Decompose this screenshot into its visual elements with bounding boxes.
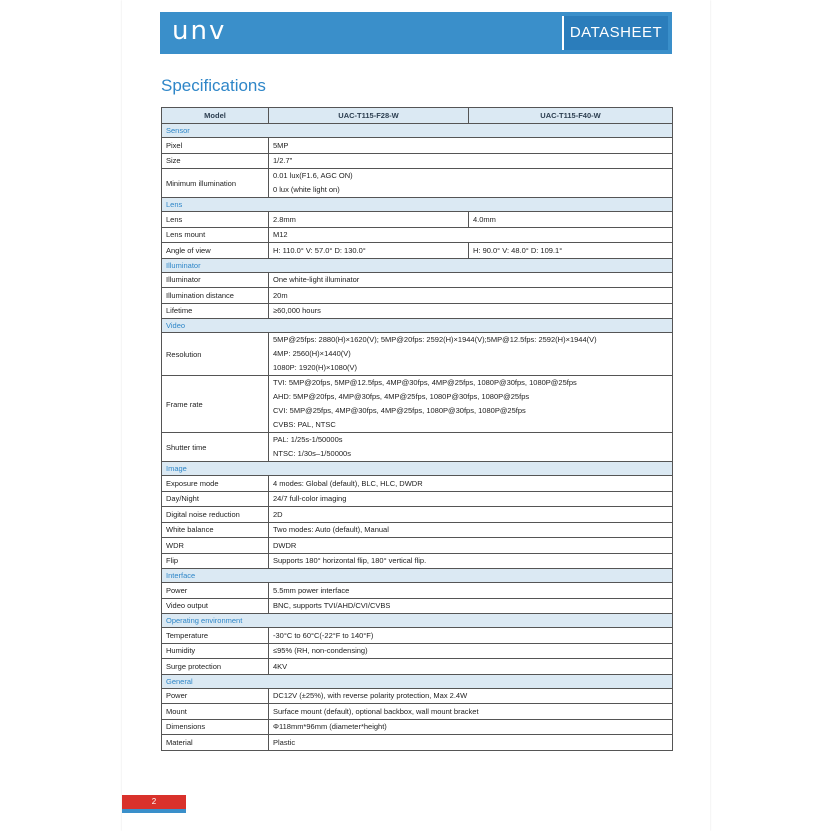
table-row xyxy=(162,138,673,154)
section-lens: Lens xyxy=(162,198,673,212)
table-row xyxy=(162,376,673,433)
row-label: Exposure mode xyxy=(162,476,269,492)
row-value-a: 2.8mm xyxy=(269,212,469,228)
value-line: PAL: 1/25s-1/50000s xyxy=(273,435,343,444)
table-row xyxy=(162,659,673,675)
row-value: 2D xyxy=(269,507,673,523)
row-label: Resolution xyxy=(162,333,269,376)
row-label: Surge protection xyxy=(162,659,269,675)
table-row xyxy=(162,433,673,462)
table-row xyxy=(162,169,673,198)
row-value: DWDR xyxy=(269,538,673,554)
section-row xyxy=(162,319,673,333)
model-label: Model xyxy=(162,108,269,124)
section-image: Image xyxy=(162,462,673,476)
section-row xyxy=(162,462,673,476)
row-label: Material xyxy=(162,735,269,751)
table-row xyxy=(162,303,673,319)
row-label: Power xyxy=(162,583,269,599)
table-row xyxy=(162,583,673,599)
table-row xyxy=(162,628,673,644)
section-row xyxy=(162,569,673,583)
section-video: Video xyxy=(162,319,673,333)
row-label: Illumination distance xyxy=(162,288,269,304)
row-label: Video output xyxy=(162,598,269,614)
row-label: Size xyxy=(162,153,269,169)
row-value: Surface mount (default), optional backbox, wall mount bracket xyxy=(269,704,673,720)
model-a: UAC-T115-F28-W xyxy=(269,108,469,124)
row-value: ≤95% (RH, non-condensing) xyxy=(269,643,673,659)
spec-table xyxy=(161,107,673,751)
row-value-b: 4.0mm xyxy=(469,212,673,228)
row-value: 24/7 full-color imaging xyxy=(269,491,673,507)
row-value xyxy=(269,376,673,433)
row-value: 4KV xyxy=(269,659,673,675)
table-row xyxy=(162,553,673,569)
row-value: One white-light illuminator xyxy=(269,272,673,288)
row-label: Frame rate xyxy=(162,376,269,433)
section-row xyxy=(162,614,673,628)
row-value: 5MP xyxy=(269,138,673,154)
row-value: DC12V (±25%), with reverse polarity protection, Max 2.4W xyxy=(269,688,673,704)
table-row xyxy=(162,153,673,169)
value-line: 5MP@25fps: 2880(H)×1620(V); 5MP@20fps: 2592(H)×1944(V);5MP@12.5fps: 2592(H)×1944(V) xyxy=(273,335,597,344)
row-label: WDR xyxy=(162,538,269,554)
datasheet-badge xyxy=(562,16,668,50)
row-label: Minimum illumination xyxy=(162,169,269,198)
row-label: Day/Night xyxy=(162,491,269,507)
row-value: Plastic xyxy=(269,735,673,751)
row-value: 4 modes: Global (default), BLC, HLC, DWDR xyxy=(269,476,673,492)
value-line: AHD: 5MP@20fps, 4MP@30fps, 4MP@25fps, 1080P@30fps, 1080P@25fps xyxy=(273,392,530,401)
section-sensor: Sensor xyxy=(162,124,673,138)
section-row xyxy=(162,124,673,138)
value-line: NTSC: 1/30s–1/50000s xyxy=(273,449,351,458)
table-row xyxy=(162,598,673,614)
row-value: Supports 180° horizontal flip, 180° vertical flip. xyxy=(269,553,673,569)
row-label: Humidity xyxy=(162,643,269,659)
page-title: Specifications xyxy=(161,76,266,95)
section-general: General xyxy=(162,674,673,688)
row-label: Flip xyxy=(162,553,269,569)
value-line: 0.01 lux(F1.6, AGC ON) xyxy=(273,171,353,180)
row-label: Temperature xyxy=(162,628,269,644)
table-row xyxy=(162,476,673,492)
table-row xyxy=(162,227,673,243)
table-row xyxy=(162,212,673,228)
row-label: Pixel xyxy=(162,138,269,154)
table-row xyxy=(162,688,673,704)
row-value: 5.5mm power interface xyxy=(269,583,673,599)
row-value: Two modes: Auto (default), Manual xyxy=(269,522,673,538)
row-value xyxy=(269,333,673,376)
model-b: UAC-T115-F40-W xyxy=(469,108,673,124)
table-row xyxy=(162,538,673,554)
table-row xyxy=(162,491,673,507)
section-illuminator: Illuminator xyxy=(162,258,673,272)
table-header-row xyxy=(162,108,673,124)
row-label: Lifetime xyxy=(162,303,269,319)
row-label: Dimensions xyxy=(162,719,269,735)
page-number-accent xyxy=(122,809,186,813)
section-operating-environment: Operating environment xyxy=(162,614,673,628)
row-value: -30°C to 60°C(-22°F to 140°F) xyxy=(269,628,673,644)
row-value xyxy=(269,433,673,462)
row-label: Shutter time xyxy=(162,433,269,462)
row-label: Angle of view xyxy=(162,243,269,259)
row-value: 20m xyxy=(269,288,673,304)
table-row xyxy=(162,735,673,751)
value-line: 0 lux (white light on) xyxy=(273,185,340,194)
row-label: Mount xyxy=(162,704,269,720)
value-line: 1080P: 1920(H)×1080(V) xyxy=(273,363,358,372)
table-row xyxy=(162,704,673,720)
row-value: BNC, supports TVI/AHD/CVI/CVBS xyxy=(269,598,673,614)
row-value-b: H: 90.0° V: 48.0° D: 109.1° xyxy=(469,243,673,259)
table-row xyxy=(162,333,673,376)
table-row xyxy=(162,288,673,304)
value-line: TVI: 5MP@20fps, 5MP@12.5fps, 4MP@30fps, 4MP@25fps, 1080P@30fps, 1080P@25fps xyxy=(273,378,577,387)
table-row xyxy=(162,643,673,659)
datasheet-label: DATASHEET xyxy=(569,24,663,41)
row-value: 1/2.7" xyxy=(269,153,673,169)
header-banner xyxy=(160,12,672,54)
row-value: M12 xyxy=(269,227,673,243)
section-row xyxy=(162,258,673,272)
table-row xyxy=(162,522,673,538)
row-label: Digital noise reduction xyxy=(162,507,269,523)
page-number: 2 xyxy=(122,795,186,809)
value-line: CVI: 5MP@25fps, 4MP@30fps, 4MP@25fps, 1080P@30fps, 1080P@25fps xyxy=(273,406,526,415)
section-row xyxy=(162,674,673,688)
table-row xyxy=(162,719,673,735)
row-label: Power xyxy=(162,688,269,704)
row-label: Illuminator xyxy=(162,272,269,288)
section-interface: Interface xyxy=(162,569,673,583)
value-line: 4MP: 2560(H)×1440(V) xyxy=(273,349,351,358)
value-line: CVBS: PAL, NTSC xyxy=(273,420,336,429)
row-value xyxy=(269,169,673,198)
row-label: White balance xyxy=(162,522,269,538)
table-row xyxy=(162,243,673,259)
row-value-a: H: 110.0° V: 57.0° D: 130.0° xyxy=(269,243,469,259)
row-label: Lens xyxy=(162,212,269,228)
unv-logo: unv xyxy=(172,16,227,46)
row-label: Lens mount xyxy=(162,227,269,243)
table-row xyxy=(162,272,673,288)
row-value: ≥60,000 hours xyxy=(269,303,673,319)
section-row xyxy=(162,198,673,212)
table-row xyxy=(162,507,673,523)
row-value: Φ118mm*96mm (diameter*height) xyxy=(269,719,673,735)
